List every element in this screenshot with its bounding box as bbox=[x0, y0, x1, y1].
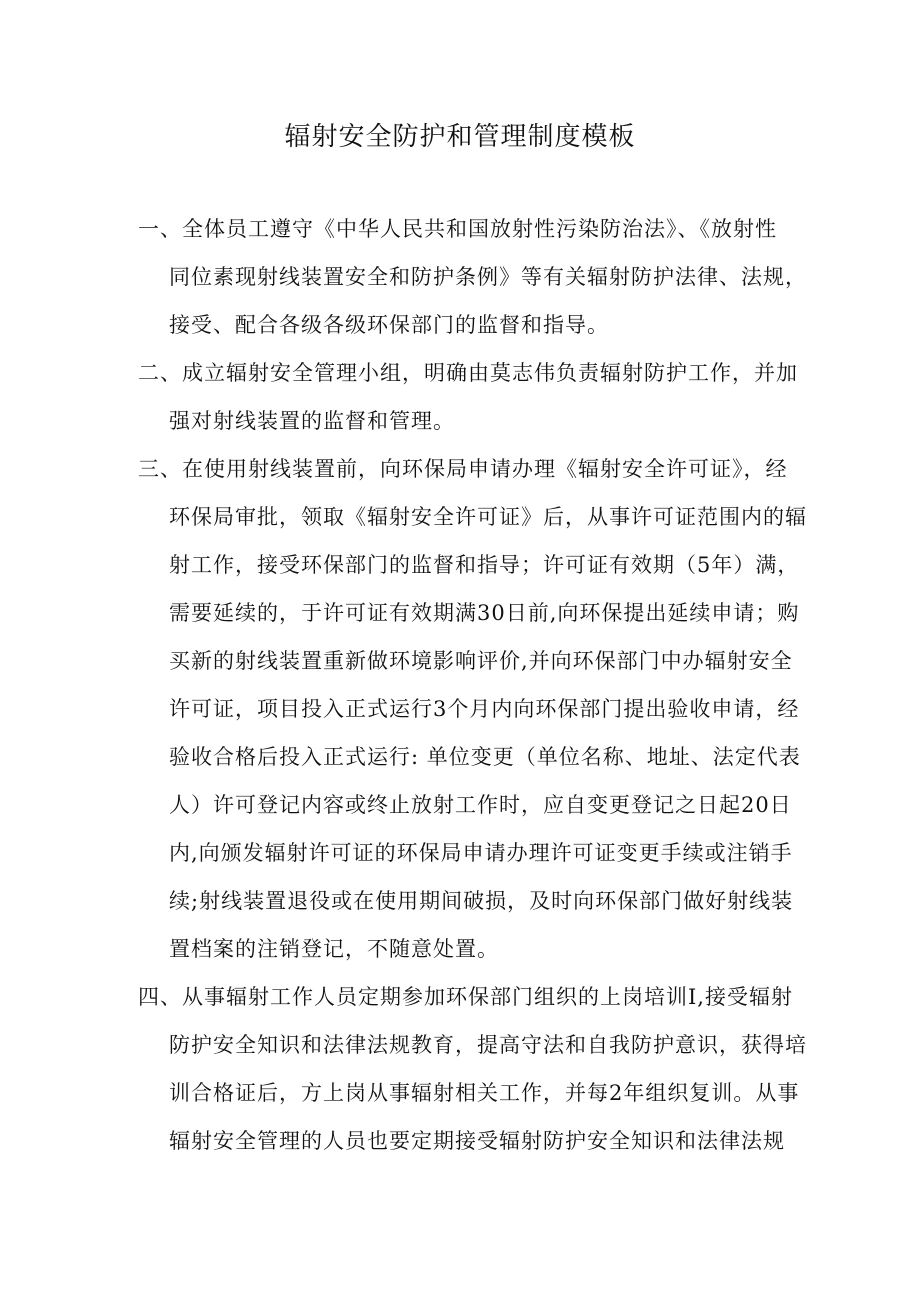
paragraph-line: 许可证，项目投入正式运行3个月内向环保部门提出验收申请，经 bbox=[169, 697, 800, 721]
document-title: 辐射安全防护和管理制度模板 bbox=[284, 122, 636, 152]
paragraph-3 bbox=[138, 445, 807, 973]
paragraph-line: 验收合格后投入正式运行: 单位变更（单位名称、地址、法定代表 bbox=[169, 745, 801, 769]
paragraph-line: 射工作，接受环保部门的监督和指导；许可证有效期（5年）满， bbox=[169, 553, 800, 577]
paragraph-line: 二、成立辐射安全管理小组，明确由莫志伟负责辐射防护工作，并加 bbox=[138, 361, 798, 385]
paragraph-1 bbox=[138, 205, 807, 349]
paragraph-line: 人）许可登记内容或终止放射工作时，应自变更登记之日起20日 bbox=[169, 793, 792, 817]
paragraph-line: 接受、配合各级各级环保部门的监督和指导。 bbox=[169, 313, 609, 337]
paragraph-line: 内,向颁发辐射许可证的环保局申请办理许可证变更手续或注销手 bbox=[169, 841, 793, 865]
document-body bbox=[138, 205, 807, 1165]
paragraph-line: 买新的射线装置重新做环境影响评价,并向环保部门中办辐射安全 bbox=[169, 649, 793, 673]
paragraph-line: 防护安全知识和法律法规教育，提高守法和自我防护意识，获得培 bbox=[169, 1033, 807, 1057]
paragraph-line: 四、从事辐射工作人员定期参加环保部门组织的上岗培训I,接受辐射 bbox=[138, 985, 793, 1009]
paragraph-line: 辐射安全管理的人员也要定期接受辐射防护安全知识和法律法规 bbox=[169, 1129, 785, 1153]
paragraph-line: 训合格证后，方上岗从事辐射相关工作，并每2年组织复训。从事 bbox=[169, 1081, 800, 1105]
paragraph-line: 一、全体员工遵守《中华人民共和国放射性污染防治法》、《放射性 bbox=[138, 217, 777, 241]
paragraph-line: 同位素现射线装置安全和防护条例》等有关辐射防护法律、法规， bbox=[169, 265, 807, 289]
paragraph-line: 需要延续的，于许可证有效期满30日前,向环保提出延续申请；购 bbox=[169, 601, 800, 625]
paragraph-line: 环保局审批，领取《辐射安全许可证》后，从事许可证范围内的辐 bbox=[169, 505, 807, 529]
paragraph-line: 置档案的注销登记，不随意处置。 bbox=[169, 937, 499, 961]
paragraph-2 bbox=[138, 349, 798, 445]
paragraph-4 bbox=[138, 973, 807, 1165]
paragraph-line: 续;射线装置退役或在使用期间破损，及时向环保部门做好射线装 bbox=[169, 889, 794, 913]
paragraph-line: 三、在使用射线装置前，向环保局申请办理《辐射安全许可证》，经 bbox=[138, 457, 788, 481]
paragraph-line: 强对射线装置的监督和管理。 bbox=[169, 409, 455, 433]
